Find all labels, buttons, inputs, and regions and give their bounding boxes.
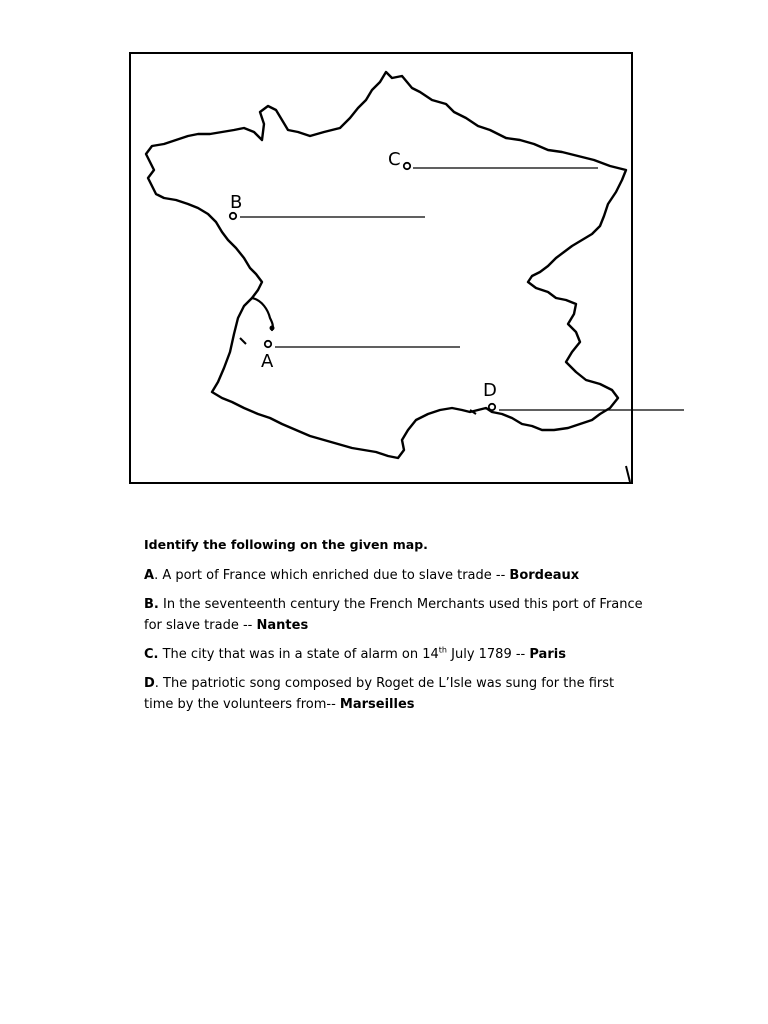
worksheet-questions [144, 534, 644, 723]
question-answer: Bordeaux [509, 568, 580, 583]
question-answer: Marseilles [339, 697, 415, 712]
label-c: C [388, 149, 401, 170]
question-b [144, 594, 644, 636]
label-d: D [483, 380, 497, 401]
marker-a [265, 341, 271, 347]
question-a [144, 565, 644, 586]
question-text-after: July 1789 -- [447, 647, 530, 662]
question-key: C. [144, 647, 159, 662]
question-text: . A port of France which enriched due to slave trade -- [154, 568, 510, 583]
question-d [144, 673, 644, 715]
label-b: B [230, 192, 243, 213]
corsica-tip [626, 466, 630, 482]
question-key: B. [144, 597, 159, 612]
worksheet-heading: Identify the following on the given map. [144, 537, 428, 552]
gironde-dot [270, 326, 275, 331]
marker-d [489, 404, 495, 410]
question-answer: Nantes [256, 618, 309, 633]
question-answer: Paris [529, 647, 566, 662]
ile-d-oleron [240, 338, 246, 344]
question-text: The city that was in a state of alarm on 14 [158, 647, 439, 662]
question-text: . The patriotic song composed by Roget de L’Isle was sung for the first time by the volunteers from-- [144, 676, 615, 712]
marker-b [230, 213, 236, 219]
gironde-estuary [252, 298, 273, 330]
ordinal-suffix: th [438, 645, 447, 655]
marker-c [404, 163, 410, 169]
question-text: In the seventeenth century the French Merchants used this port of France for slave trade -- [144, 597, 643, 633]
question-c [144, 644, 644, 665]
label-a: A [261, 351, 274, 372]
france-coastline [146, 72, 626, 458]
question-key: D [144, 676, 155, 691]
question-key: A [144, 568, 155, 583]
